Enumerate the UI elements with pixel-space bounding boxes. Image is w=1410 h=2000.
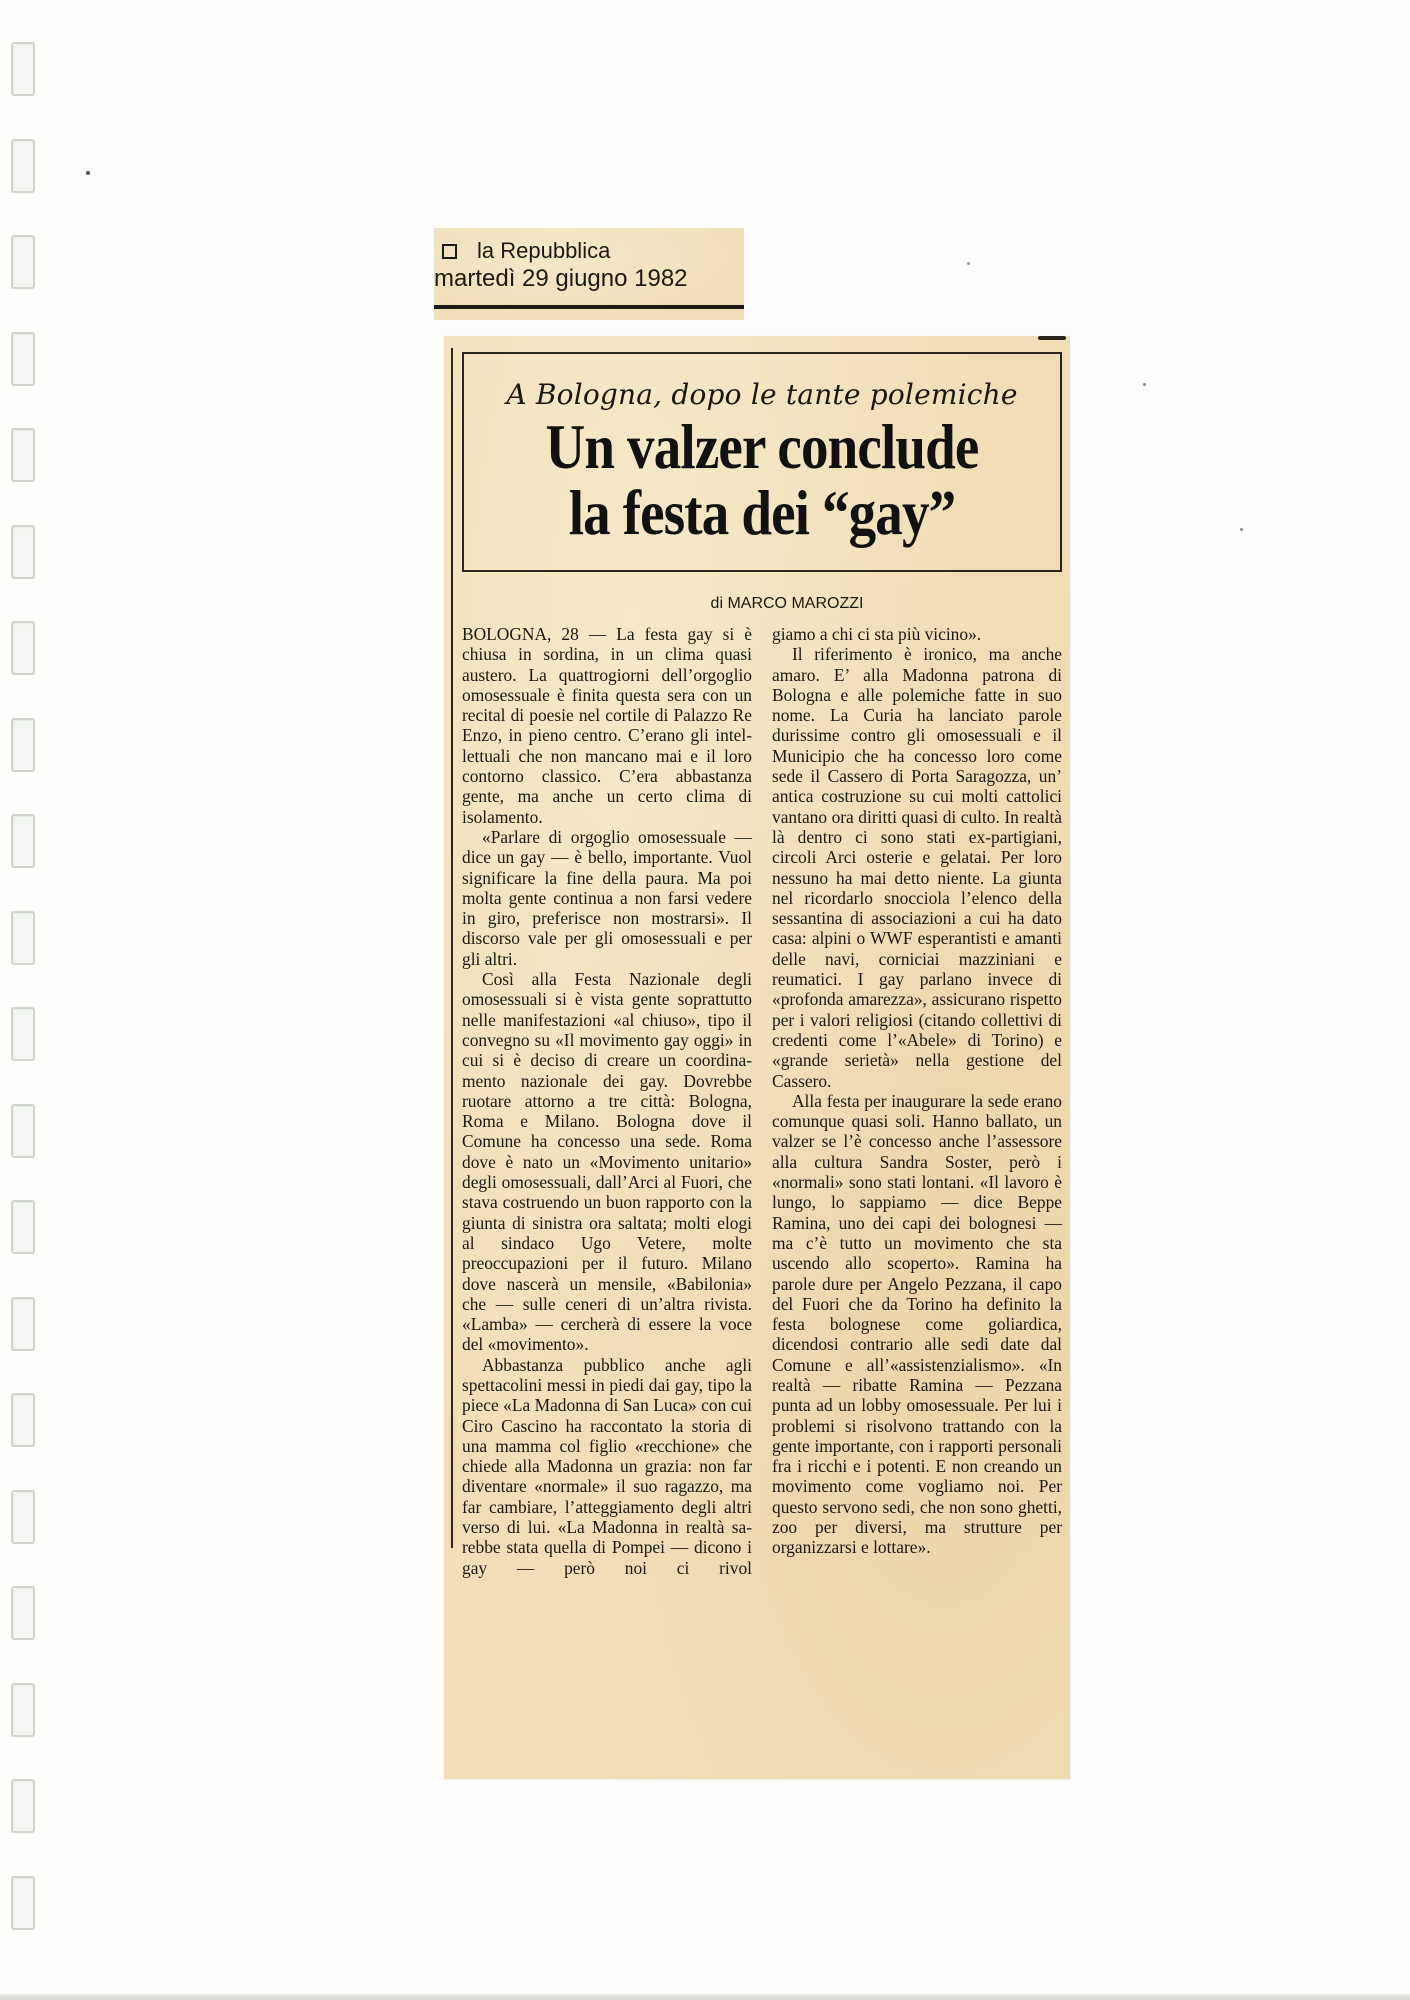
binder-hole bbox=[11, 1683, 35, 1737]
headline-line-2: la festa dei “gay” bbox=[568, 477, 956, 548]
paragraph: giamo a chi ci sta più vicino». bbox=[772, 624, 982, 644]
binder-hole bbox=[11, 332, 35, 386]
binder-hole bbox=[11, 525, 35, 579]
publication-date: martedì 29 giugno 1982 bbox=[434, 265, 688, 292]
column-rule bbox=[451, 348, 453, 1548]
masthead-rule bbox=[434, 305, 744, 309]
binder-hole bbox=[11, 1297, 35, 1351]
article-columns bbox=[462, 624, 1062, 1764]
paragraph: Così alla Festa Nazionale degli omosessuali si è vista gente soprattutto nelle manifestazioni «al chiuso», tipo il convegno su «Il movimento gay oggi» in cui si è deciso di creare un coordinamento nazionale dei gay. Dovrebbe ruotare attorno a tre città: Bologna, Roma e Milano. Bologna dove il Comune ha concesso una sede. Roma dove è nato un «Movimento unitario» degli omosessuali, dall’Arci al Fuori, che stava costruendo un buon rapporto con la giunta di sinistra ora saltata; molti elogi al sindaco Ugo Vetere, molte preoccupazioni per il futuro. Milano dove nascerà un mensile, «Babilonia» che — sulle ceneri di un’altra rivista. «Lamba» — cercherà di essere la voce del «movimento». bbox=[462, 969, 752, 1355]
paragraph: Il riferimento è ironico, ma anche amaro. E’ alla Madonna patrona di Bologna e alle polemiche fatte in suo nome. La Curia ha lanciato parole durissime contro gli omosessuali e il Municipio che ha concesso loro come sede il Cassero di Porta Saragozza, un’ antica costruzione su cui molti cattolici vantano ora diritti quasi di culto. In realtà là dentro ci sono stati ex-partigiani, circoli Arci osterie e gelatai. Per loro nessuno ha mai detto niente. La giunta nel ricordarlo snocciola l’elenco della sessantina di associazioni a cui ha dato casa: alpini o WWF esperantisti e amanti delle navi, corniciai mazziniani e reumatici. I gay parlano invece di «profonda amarezza», assicurano rispetto per i valori religiosi (citando collettivi di credenti come l’«Abele» di Torino) e «grande serietà» nella gestione del Cassero. bbox=[772, 644, 1062, 1091]
paper-speck bbox=[967, 262, 970, 265]
square-outline-icon bbox=[442, 244, 457, 259]
binder-hole bbox=[11, 1490, 35, 1544]
paper-speck bbox=[1240, 528, 1243, 531]
paragraph: Abbastanza pubblico anche agli spettacolini messi in piedi dai gay, tipo la piece «La Madonna di San Luca» con cui Ciro Cascino ha raccontato la storia di una mamma col figlio «recchione» che chiede alla Madonna un grazia: non far diventare «normale» il suo ragazzo, ma far cambiare, l’atteggiamento degli altri verso di lui. «La Madonna in realtà sarebbe stata quella di Pompei — dicono i gay — però noi ci rivol bbox=[462, 1354, 752, 1578]
paragraph: «Parlare di orgoglio omosessuale — dice un gay — è bello, importante. Vuol significare la fine della paura. Ma poi molta gente continua a non farsi vedere in giro, preferisce non mostrarsi». Il discorso vale per gli omosessuali e per gli altri. bbox=[462, 826, 752, 969]
binder-hole bbox=[11, 42, 35, 96]
binder-hole bbox=[11, 235, 35, 289]
page-bottom-edge bbox=[0, 1994, 1410, 2000]
binder-hole bbox=[11, 1779, 35, 1833]
masthead-clipping bbox=[434, 228, 744, 320]
byline: di MARCO MAROZZI bbox=[710, 595, 864, 612]
binder-hole bbox=[11, 911, 35, 965]
paper-speck bbox=[1143, 383, 1146, 386]
paragraph: BOLOGNA, 28 — La festa gay si è chiusa in sordina, in un clima quasi austero. La quattrogiorni dell’orgoglio omosessuale è finita questa sera con un recital di poesie nel cortile di Palazzo Re Enzo, in pieno centro. C’erano gli intellettuali che non mancano mai e il loro contorno classico. C’era abbastanza gente, ma anche un certo clima di isolamento. bbox=[462, 624, 752, 827]
newspaper-name: la Repubblica bbox=[477, 238, 611, 263]
binder-hole bbox=[11, 1200, 35, 1254]
paper-speck bbox=[86, 171, 90, 175]
article-column-2 bbox=[772, 624, 1062, 1764]
headline bbox=[506, 411, 1019, 548]
binder-hole bbox=[11, 1104, 35, 1158]
binder-holes bbox=[11, 0, 35, 2000]
binder-hole bbox=[11, 1586, 35, 1640]
binder-hole bbox=[11, 1007, 35, 1061]
binder-hole bbox=[11, 1393, 35, 1447]
article-column-1 bbox=[462, 624, 752, 1764]
kicker: A Bologna, dopo le tante polemiche bbox=[506, 378, 1018, 411]
article-clipping bbox=[444, 336, 1070, 1779]
masthead-title-row bbox=[442, 238, 610, 264]
binder-hole bbox=[11, 814, 35, 868]
binder-hole bbox=[11, 139, 35, 193]
headline-box bbox=[462, 352, 1062, 572]
binder-hole bbox=[11, 1876, 35, 1930]
paragraph: Alla festa per inaugurare la sede erano comunque quasi soli. Hanno ballato, un valzer se l’è concesso anche l’assessore alla cultura Sandra Soster, però i «normali» sono stati lontani. «Il lavoro è lungo, lo sappiamo — dice Beppe Ramina, uno dei capi dei bolognesi — ma c’è tutto un movimento che sta uscendo allo scoperto». Ramina ha parole dure per Angelo Pezzana, il capo del Fuori che da Torino ha definito la festa bolognese come goliardica, dicendosi contrario alle sedi date dal Comune e all’«assistenzialismo». «In realtà — ribatte Ramina — Pezzana punta ad un lobby omosessuale. Per lui i problemi si risolvono trattando con la gente importante, con i rapporti personali fra i ricchi e i potenti. E non creando un movimento come vogliamo noi. Per questo servono sedi, che non sono ghetti, zoo per diversi, ma strutture per organizzarsi e lottare». bbox=[772, 1090, 1062, 1558]
binder-hole bbox=[11, 718, 35, 772]
headline-line-1: Un valzer conclude bbox=[545, 411, 979, 482]
binder-hole bbox=[11, 428, 35, 482]
torn-edge-mark bbox=[1038, 336, 1066, 340]
binder-hole bbox=[11, 621, 35, 675]
